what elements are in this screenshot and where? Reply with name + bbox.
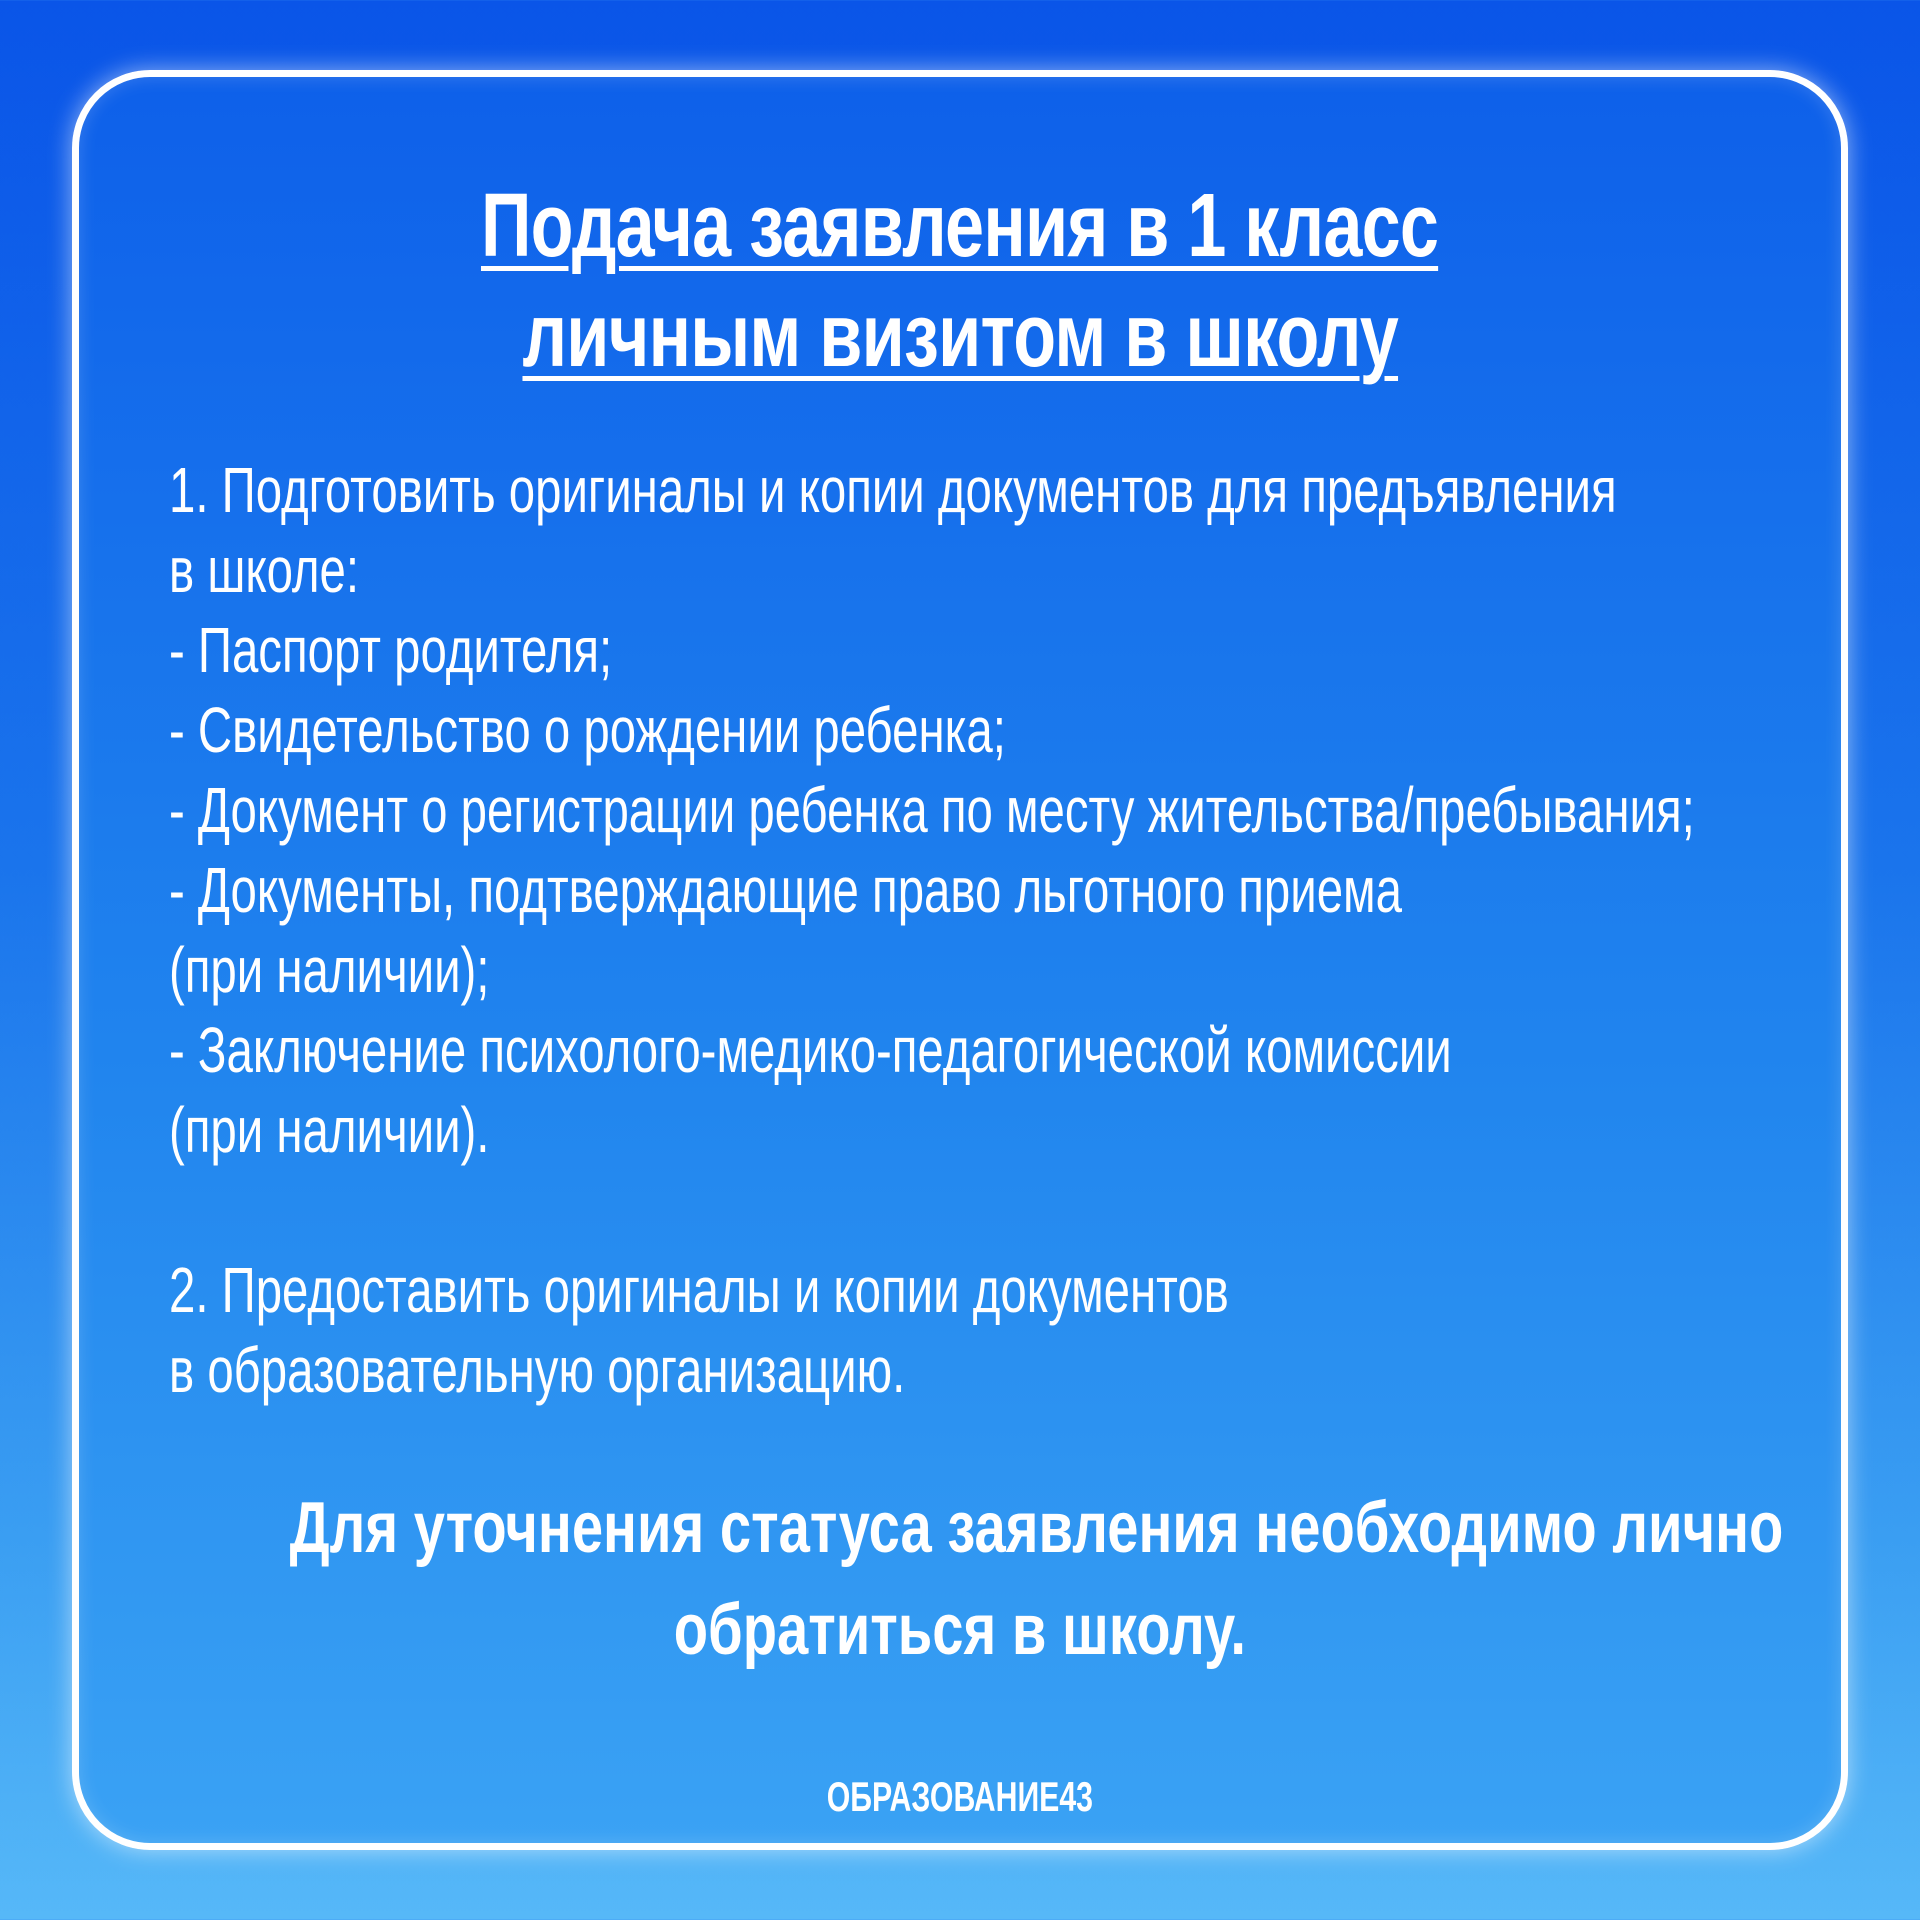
- document-item-privilege: - Документы, подтверждающие право льготного приема: [169, 854, 1402, 926]
- info-card: [72, 70, 1848, 1850]
- instructions-text: [169, 450, 1767, 1410]
- status-note-line-2: обратиться в школу.: [673, 1590, 1247, 1670]
- step-1-line-1: 1. Подготовить оригиналы и копии документов для предъявления: [169, 454, 1617, 526]
- document-item-privilege-note: (при наличии);: [169, 934, 490, 1006]
- step-2-line-2: в образовательную организацию.: [169, 1334, 906, 1406]
- document-item-passport: - Паспорт родителя;: [169, 614, 613, 686]
- title-line-1: Подача заявления в 1 класс: [481, 176, 1439, 276]
- spacer: [169, 1170, 1767, 1250]
- title-line-2: личным визитом в школу: [522, 286, 1398, 386]
- status-note-line-1: Для уточнения статуса заявления необходимо лично: [289, 1488, 1784, 1568]
- document-item-registration: - Документ о регистрации ребенка по месту жительства/пребывания;: [169, 774, 1695, 846]
- step-1-line-2: в школе:: [169, 534, 359, 606]
- document-item-commission-note: (при наличии).: [169, 1094, 490, 1166]
- document-item-birth-certificate: - Свидетельство о рождении ребенка;: [169, 694, 1006, 766]
- status-note: [79, 1477, 1841, 1681]
- document-item-commission: - Заключение психолого-медико-педагогической комиссии: [169, 1014, 1452, 1086]
- footer-brand: [79, 1769, 1841, 1825]
- page-title: [79, 171, 1841, 391]
- step-2-line-1: 2. Предоставить оригиналы и копии документов: [169, 1254, 1229, 1326]
- brand-text: ОБРАЗОВАНИЕ43: [826, 1773, 1094, 1820]
